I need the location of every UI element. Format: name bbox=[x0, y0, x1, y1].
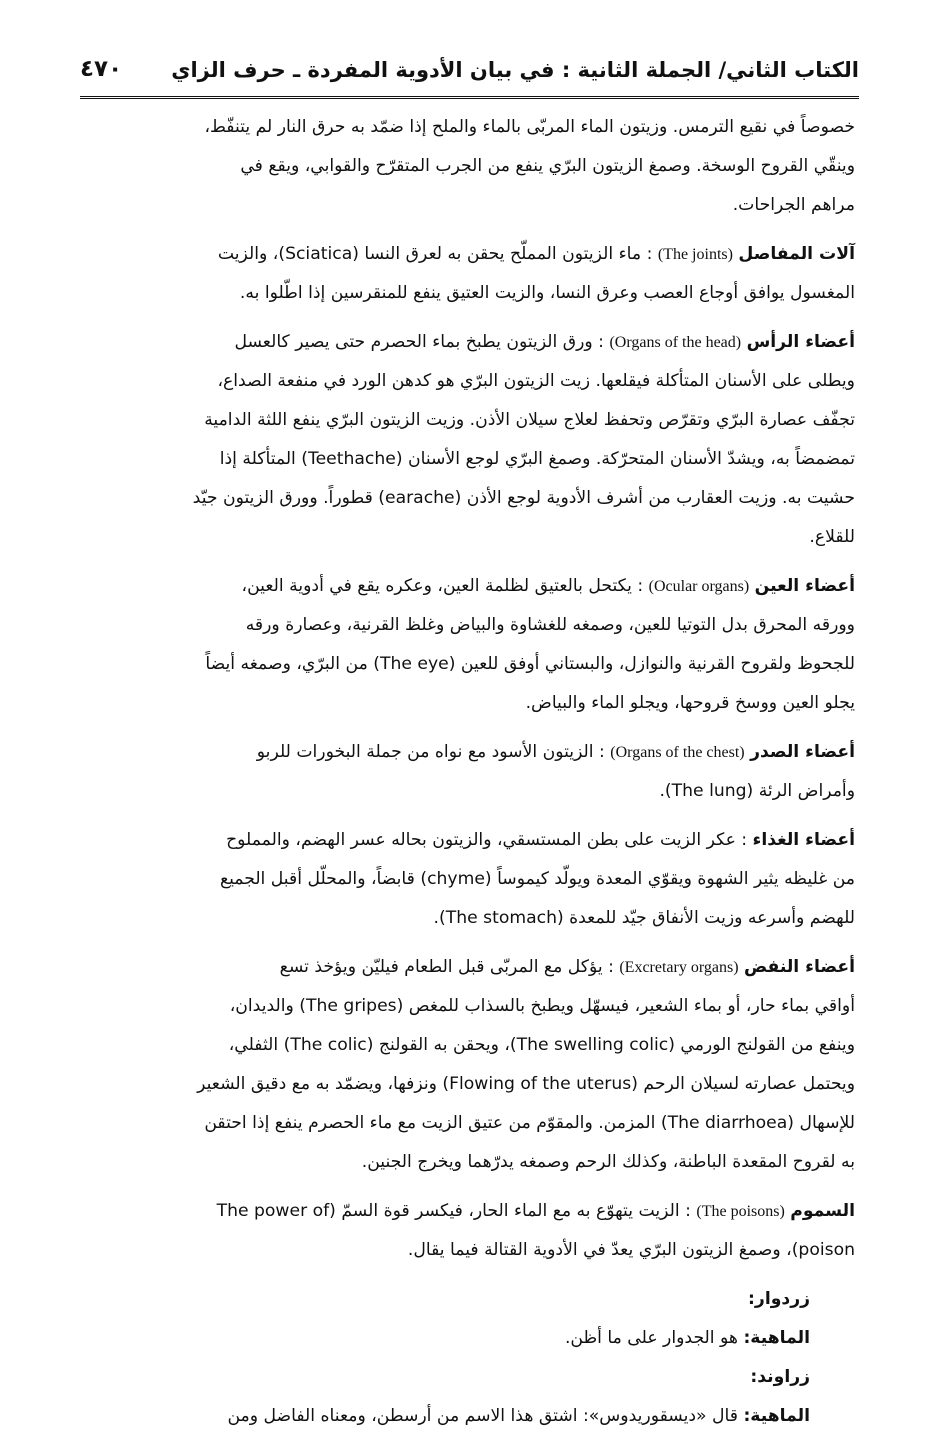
section-heading: أعضاء الصدر bbox=[750, 742, 855, 762]
entry-line bbox=[88, 1397, 855, 1436]
entry-text: قال «ديسقوريدوس»: اشتق هذا الاسم من أرسطن، ومعناه الفاضل ومن bbox=[227, 1406, 738, 1426]
entry-title: زردوار: bbox=[748, 1289, 810, 1309]
paragraph-poisons bbox=[88, 1192, 855, 1270]
page-header bbox=[80, 52, 859, 94]
entry-heading bbox=[88, 1358, 855, 1397]
text-line: وينقّي القروح الوسخة. وصمغ الزيتون البرّي ينفع من الجرب المتقرّح والقوابي، ويقع في bbox=[240, 156, 855, 176]
running-title: الكتاب الثاني/ الجملة الثانية : في بيان الأدوية المفردة ـ حرف الزاي bbox=[171, 58, 859, 82]
text-line: حشيت به. وزيت العقارب من أشرف الأدوية لوجع الأذن (earache) قطوراً. وورق الزيتون جيّد bbox=[192, 488, 855, 508]
entry-heading bbox=[88, 1280, 855, 1319]
text-line: من غليظه يثير الشهوة ويقوّي المعدة ويولّد كيموساً (chyme) قابضاً، والمحلّل أقبل الجميع bbox=[219, 869, 855, 889]
text-line: المغسول يوافق أوجاع العصب وعرق النسا، والزيت العتيق ينفع للمنقرسين إذا اطّلوا به. bbox=[239, 283, 855, 303]
english-term: (Excretary organs) bbox=[619, 959, 739, 976]
english-term: (The joints) bbox=[657, 246, 733, 263]
text-line: وأمراض الرئة (The lung). bbox=[659, 781, 855, 801]
section-heading: أعضاء العين bbox=[754, 576, 855, 596]
text-line: وورقه المحرق بدل التوتيا للعين، وصمغه للغشاوة والبياض وغلظ القرنية، وعصارة ورقه bbox=[245, 615, 855, 635]
section-heading: أعضاء الغذاء bbox=[752, 830, 855, 850]
text-line: : عكر الزيت على بطن المستسقي، والزيتون بحاله عسر الهضم، والمملوح bbox=[226, 830, 748, 850]
text-line: وينفع من القولنج الورمي (The swelling colic)، ويحقن به القولنج (The colic) الثفلي، bbox=[228, 1035, 855, 1055]
text-line: تمضمضاً به، ويشدّ الأسنان المتحرّكة. وصمغ البرّي لوجع الأسنان (Teethache) المتأكلة إذا bbox=[219, 449, 855, 469]
paragraph-chest bbox=[88, 733, 855, 811]
entry-line bbox=[88, 1319, 855, 1358]
page-number: ٤٧٠ bbox=[80, 56, 123, 82]
entry-text: هو الجدوار على ما أظن. bbox=[564, 1328, 738, 1348]
paragraph-excretory bbox=[88, 948, 855, 1182]
section-heading: أعضاء النفض bbox=[744, 957, 855, 977]
text-line: : يؤكل مع المربّى قبل الطعام فيليّن ويؤخذ تسع bbox=[279, 957, 614, 977]
paragraph-joints bbox=[88, 235, 855, 313]
body-text bbox=[88, 108, 855, 1436]
text-line: : ورق الزيتون يطبخ بماء الحصرم حتى يصير كالعسل bbox=[234, 332, 604, 352]
section-heading: السموم bbox=[790, 1201, 855, 1221]
text-line: : الزيت يتهوّع به مع الماء الحار، فيكسر قوة السمّ (The power of bbox=[216, 1201, 691, 1221]
section-heading: أعضاء الرأس bbox=[746, 332, 855, 352]
text-line: به لقروح المقعدة الباطنة، وكذلك الرحم وصمغه يدرّهما ويخرج الجنين. bbox=[361, 1152, 855, 1172]
entry-label: الماهية: bbox=[743, 1406, 810, 1426]
paragraph-intro bbox=[88, 108, 855, 225]
text-line: للجحوظ ولقروح القرنية والنوازل، والبستاني أوفق للعين (The eye) من البرّي، وصمغه أيضاً bbox=[205, 654, 855, 674]
entry-title: زراوند: bbox=[750, 1367, 810, 1387]
text-line: للهضم وأسرعه وزيت الأنفاق جيّد للمعدة (The stomach). bbox=[433, 908, 855, 928]
paragraph-nutrition bbox=[88, 821, 855, 938]
text-line: مراهم الجراحات. bbox=[732, 195, 855, 215]
text-line: : الزيتون الأسود مع نواه من جملة البخورات للربو bbox=[256, 742, 605, 762]
paragraph-head bbox=[88, 323, 855, 557]
text-line: : يكتحل بالعتيق لظلمة العين، وعكره يقع في أدوية العين، bbox=[241, 576, 644, 596]
entry-label: الماهية: bbox=[743, 1328, 810, 1348]
english-term: (Ocular organs) bbox=[648, 578, 750, 595]
english-term: (The poisons) bbox=[696, 1203, 785, 1220]
text-line: يجلو العين ووسخ قروحها، ويجلو الماء والبياض. bbox=[525, 693, 855, 713]
text-line: : ماء الزيتون المملّح يحقن به لعرق النسا (Sciatica)، والزيت bbox=[217, 244, 653, 264]
text-line: للقلاع. bbox=[809, 527, 855, 547]
english-term: (Organs of the chest) bbox=[610, 744, 745, 761]
text-line: للإسهال (The diarrhoea) المزمن. والمقوّم من عتيق الزيت مع ماء الحصرم ينفع إذا احتقن bbox=[204, 1113, 855, 1133]
paragraph-eye bbox=[88, 567, 855, 723]
header-rule bbox=[80, 96, 859, 101]
text-line: ويحتمل عصارته لسيلان الرحم (Flowing of the uterus) ونزفها، ويضمّد به مع دقيق الشعير bbox=[197, 1074, 855, 1094]
text-line: poison)، وصمغ الزيتون البرّي يعدّ في الأدوية القتالة فيما يقال. bbox=[407, 1240, 855, 1260]
text-line: تجفّف عصارة البرّي وتقرّص وتحفظ لعلاج سيلان الأذن. وزيت الزيتون البرّي ينفع اللثة الدامية bbox=[204, 410, 855, 430]
text-line: ويطلى على الأسنان المتأكلة فيقلعها. زيت الزيتون البرّي هو كدهن الورد في منفعة الصداع، bbox=[217, 371, 855, 391]
text-line: خصوصاً في نقيع الترمس. وزيتون الماء المربّى بالماء والملح إذا ضمّد به حرق النار لم يتنفّط، bbox=[204, 117, 855, 137]
section-heading: آلات المفاصل bbox=[738, 244, 855, 264]
text-line: أواقي بماء حار، أو بماء الشعير، فيسهّل ويطبخ بالسذاب للمغص (The gripes) والديدان، bbox=[229, 996, 855, 1016]
english-term: (Organs of the head) bbox=[609, 334, 742, 351]
